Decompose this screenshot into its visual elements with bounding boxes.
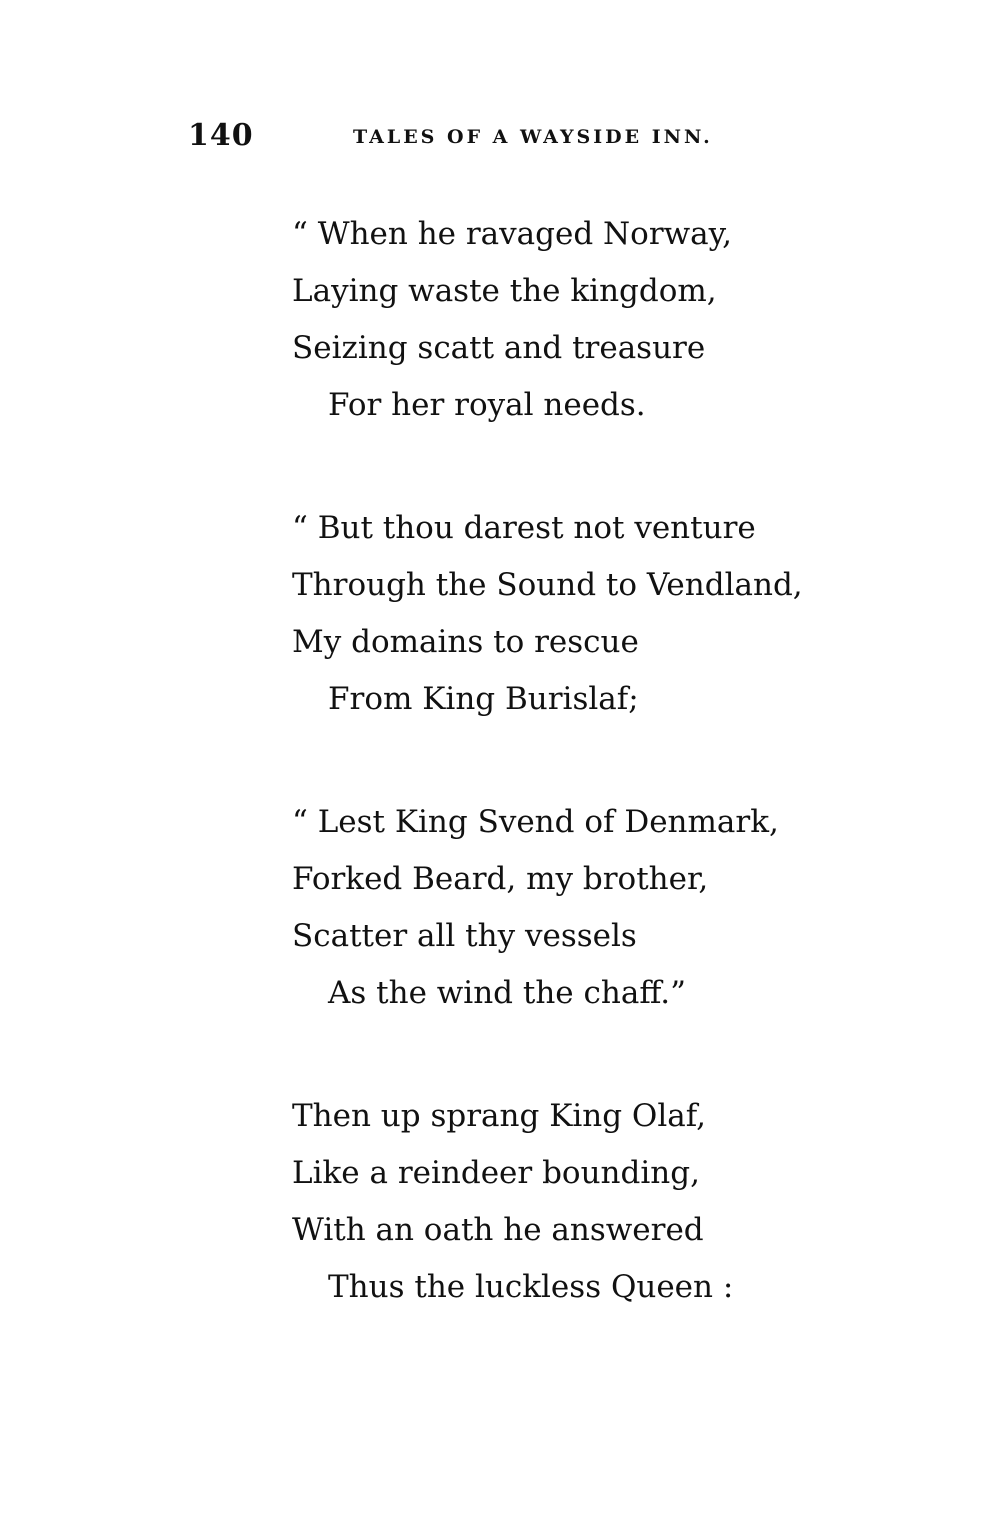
poem-line-indented: As the wind the chaff.”	[328, 975, 686, 1011]
poem-line: My domains to rescue	[292, 624, 639, 660]
poem-line-indented: From King Burislaf;	[328, 681, 639, 717]
stanza-4	[292, 1088, 892, 1316]
running-title: TALES OF A WAYSIDE INN.	[353, 126, 713, 148]
poem-line: Scatter all thy vessels	[292, 918, 637, 954]
poem-line: “ But thou darest not venture	[292, 510, 756, 546]
poem-line: Then up sprang King Olaf,	[292, 1098, 706, 1134]
poem-line: Forked Beard, my brother,	[292, 861, 709, 897]
poem-line: With an oath he answered	[292, 1212, 704, 1248]
page-header	[188, 118, 748, 158]
poem-line-indented: For her royal needs.	[328, 387, 646, 423]
poem-line: Through the Sound to Vendland,	[292, 567, 803, 603]
poem-line: “ Lest King Svend of Denmark,	[292, 804, 779, 840]
poem-body	[292, 206, 892, 1382]
poem-line: Laying waste the kingdom,	[292, 273, 717, 309]
stanza-3	[292, 794, 892, 1022]
page-number: 140	[188, 118, 254, 153]
poem-line: “ When he ravaged Norway,	[292, 216, 732, 252]
poem-line-indented: Thus the luckless Queen :	[328, 1269, 734, 1305]
poem-line: Like a reindeer bounding,	[292, 1155, 700, 1191]
stanza-2	[292, 500, 892, 728]
stanza-1	[292, 206, 892, 434]
poem-line: Seizing scatt and treasure	[292, 330, 706, 366]
